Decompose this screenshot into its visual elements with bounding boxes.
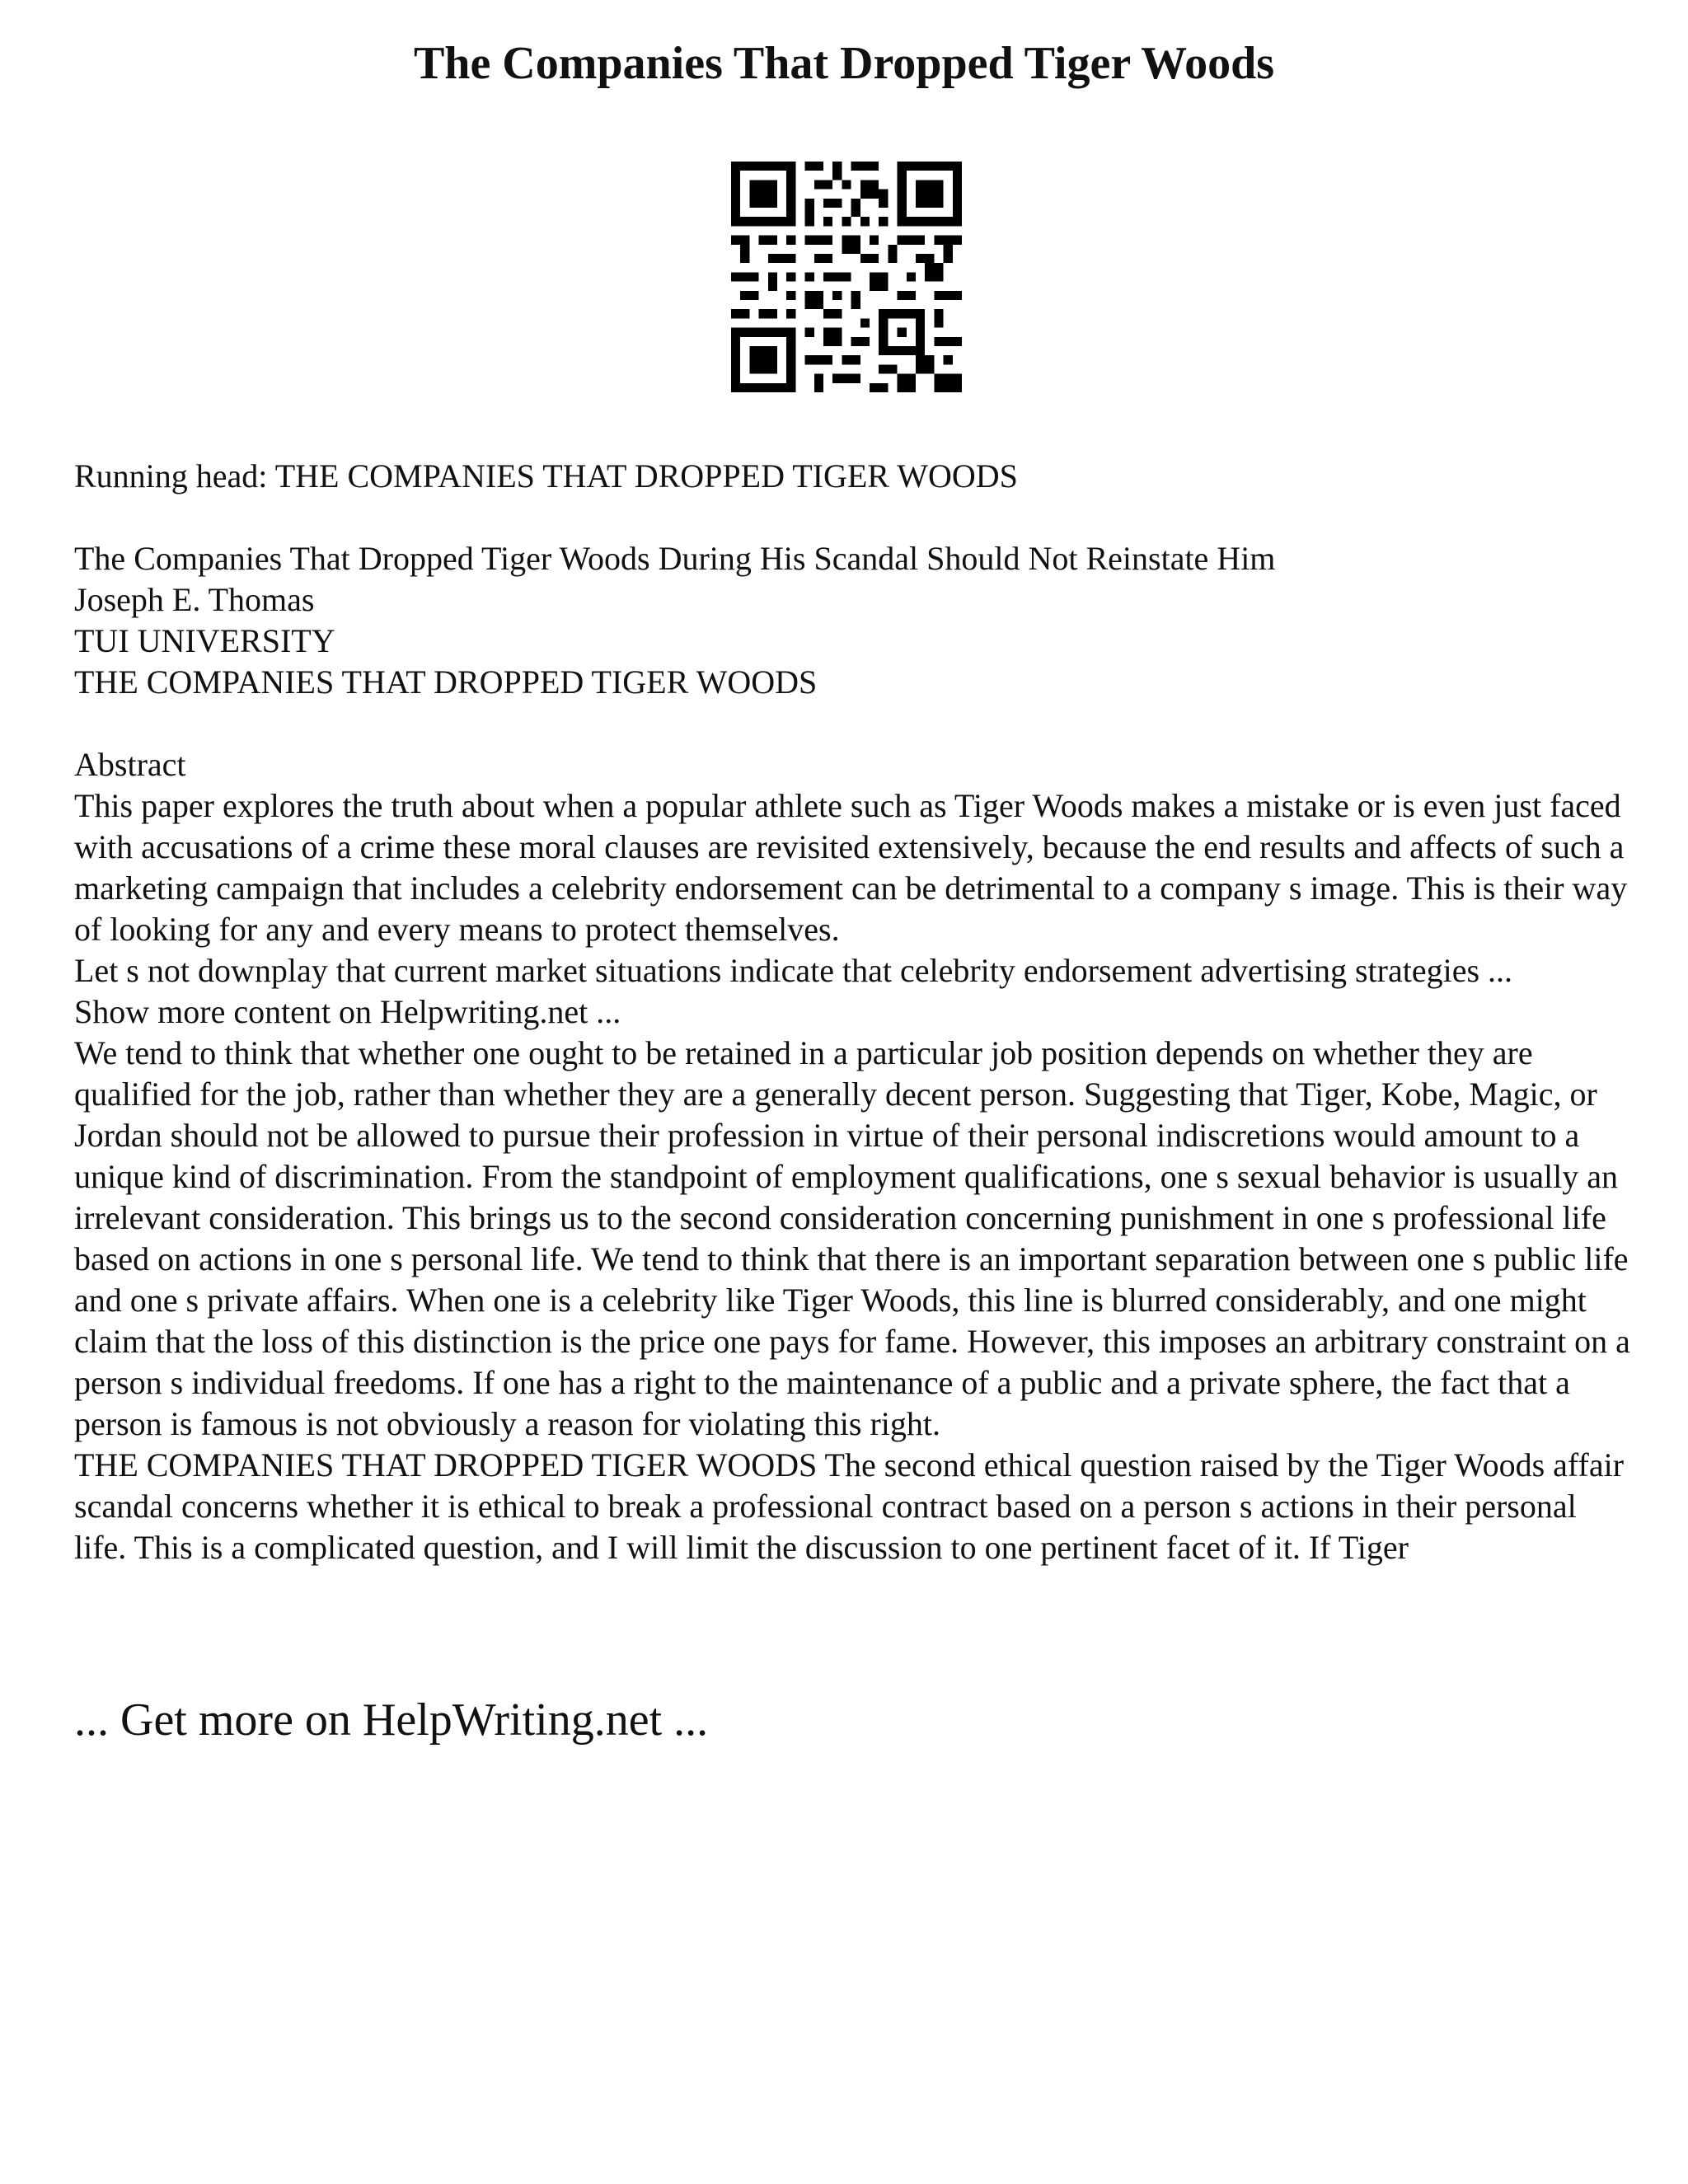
spacer bbox=[74, 703, 1632, 744]
spacer bbox=[74, 497, 1632, 538]
document-title: The Companies That Dropped Tiger Woods bbox=[413, 38, 1275, 89]
author-name: Joseph E. Thomas bbox=[74, 581, 315, 618]
running-head: Running head: THE COMPANIES THAT DROPPED TIGER WOODS bbox=[74, 457, 1018, 494]
show-more-link[interactable]: Show more content on Helpwriting.net ... bbox=[74, 993, 621, 1030]
body-paragraph: THE COMPANIES THAT DROPPED TIGER WOODS The second ethical question raised by the Tiger Woods affair scandal concerns whether it is ethical to break a professional contract based on a person s actions in their personal life. This is a complicated question, and I will limit the discussion to one pertinent facet of it. If Tiger bbox=[74, 1446, 1625, 1566]
get-more-link[interactable]: ... Get more on HelpWriting.net ... bbox=[74, 1694, 709, 1746]
body-paragraph: We tend to think that whether one ought to be retained in a particular job position depends on whether they are qualified for the job, rather than whether they are a generally decent person. Suggesting that Tiger, Kobe, Magic, or Jordan should not be allowed to pursue their profession in virtue of their personal indiscretions would amount to a unique kind of discrimination. From the standpoint of employment qualifications, one s sexual behavior is usually an irrelevant consideration. This brings us to the second consideration concerning punishment in one s professional life based on actions in one s personal life. We tend to think that there is an important separation between one s public life and one s private affairs. When one is a celebrity like Tiger Woods, this line is blurred considerably, and one might claim that the loss of this distinction is the price one pays for fame. However, this imposes an arbitrary constraint on a person s individual freedoms. If one has a right to the maintenance of a public and a private sphere, the fact that a person is famous is not obviously a reason for violating this right. bbox=[74, 1034, 1630, 1442]
abstract-heading: Abstract bbox=[74, 746, 186, 783]
qr-code bbox=[731, 162, 962, 392]
document-body bbox=[74, 456, 1632, 1568]
paper-title: The Companies That Dropped Tiger Woods During His Scandal Should Not Reinstate Him bbox=[74, 540, 1276, 577]
qr-code-graphic bbox=[731, 162, 962, 392]
teaser-line: Let s not downplay that current market situations indicate that celebrity endorsement advertising strategies ... bbox=[74, 952, 1513, 989]
header-repeat: THE COMPANIES THAT DROPPED TIGER WOODS bbox=[74, 663, 818, 701]
abstract-paragraph: This paper explores the truth about when a popular athlete such as Tiger Woods makes a mistake or is even just faced with accusations of a crime these moral clauses are revisited extensively, because the end results and affects of such a marketing campaign that includes a celebrity endorsement can be detrimental to a company s image. This is their way of looking for any and every means to protect themselves. bbox=[74, 787, 1628, 948]
institution: TUI UNIVERSITY bbox=[74, 622, 335, 659]
